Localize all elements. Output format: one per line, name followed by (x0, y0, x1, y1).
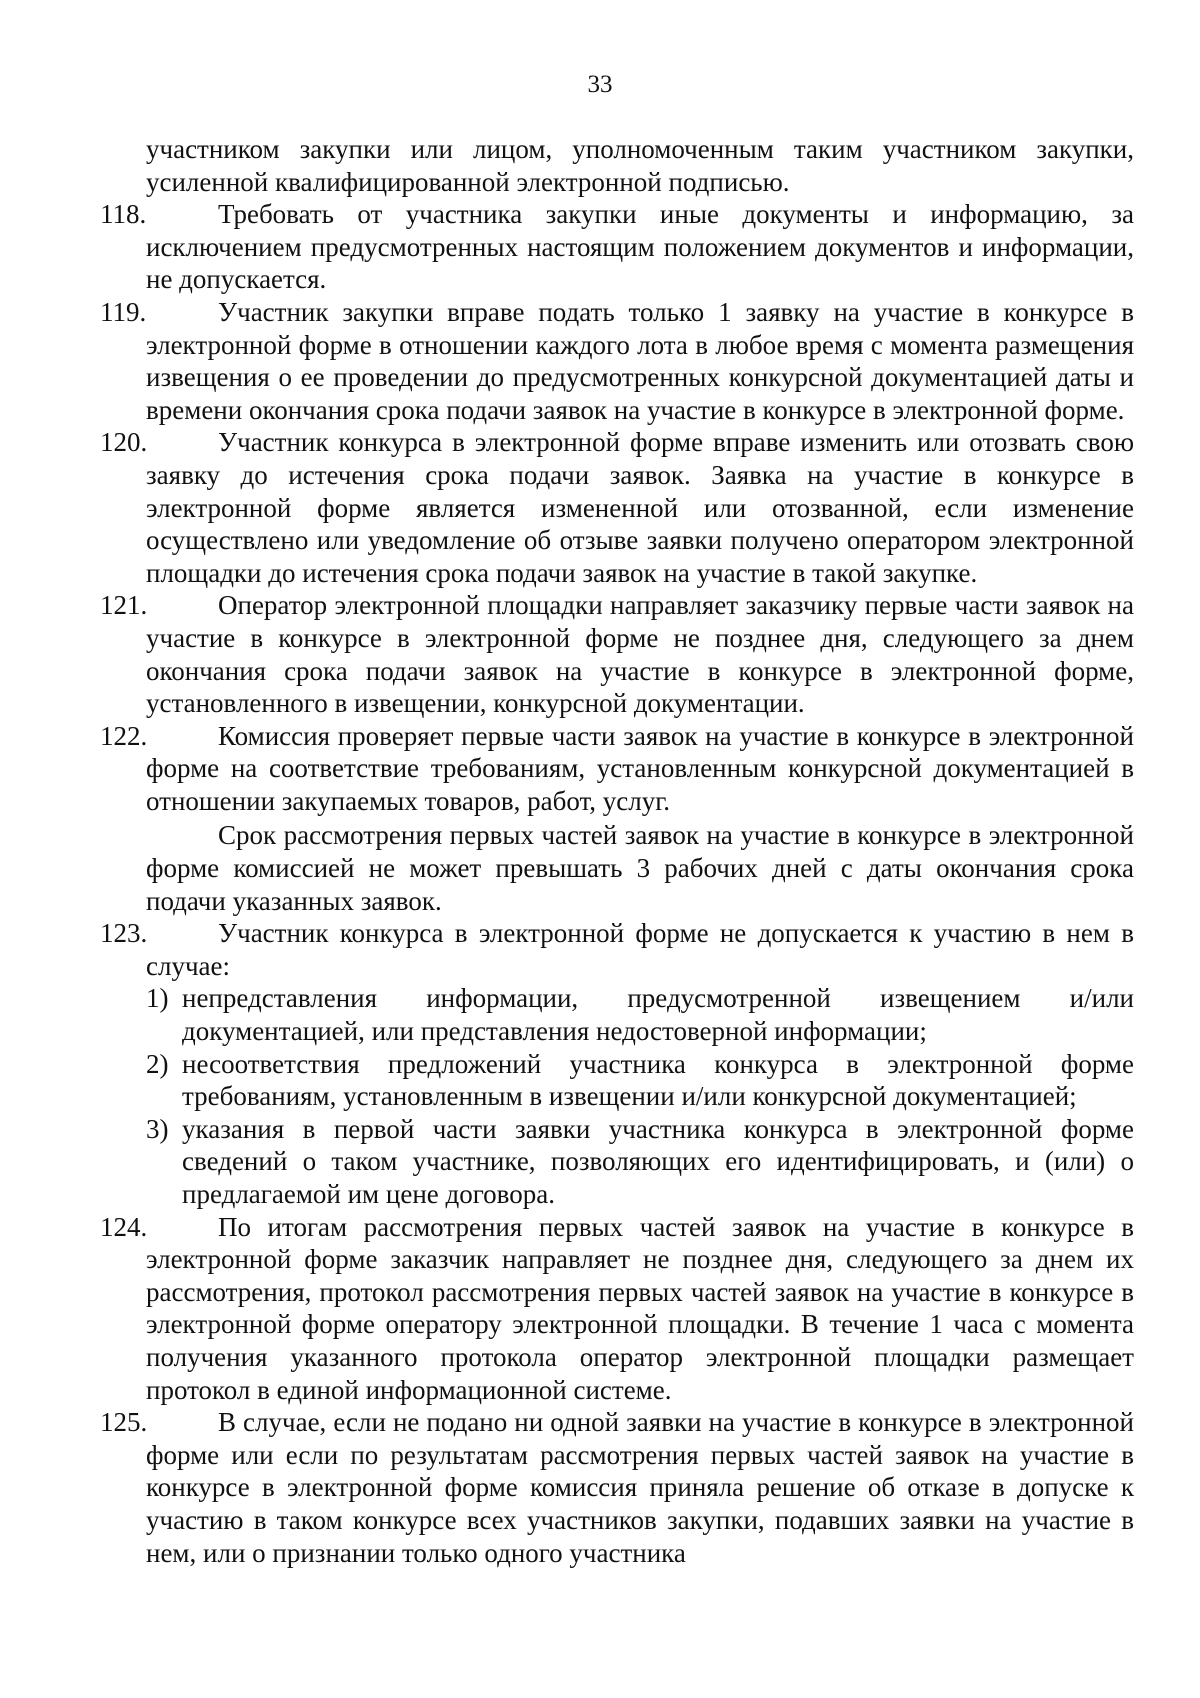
intro-continuation: участником закупки или лицом, уполномоченным таким участником закупки, усиленной квалифицированной электронной подписью. (146, 134, 1134, 197)
clause-124 (100, 1211, 1134, 1407)
subitem-text: указания в первой части заявки участника конкурса в электронной форме сведений о таком участнике, позволяющих его идентифицировать, и (или) о предлагаемой им цене договора. (182, 1113, 1134, 1209)
clause-123-subitem-1 (146, 982, 1134, 1047)
clause-text: В случае, если не подано ни одной заявки на участие в конкурсе в электронной форме или если по результатам рассмотрения первых частей заявок на участие в конкурсе в электронной форме комиссия приняла решение об отказе в допуске к участию в таком конкурсе всех участников закупки, подавших заявки на участие в нем, или о признании только одного участника (146, 1407, 1134, 1568)
clause-123 (100, 917, 1134, 982)
clause-number: 119. (100, 296, 147, 327)
clause-125 (100, 1406, 1134, 1569)
subitem-text: несоответствия предложений участника конкурса в электронной форме требованиям, установленным в извещении и/или конкурсной документацией; (182, 1048, 1134, 1112)
subitem-mark: 2) (146, 1048, 169, 1079)
clause-text: Участник закупки вправе подать только 1 заявку на участие в конкурсе в электронной форме в отношении каждого лота в любое время с момента размещения извещения о ее проведении до предусмотренных конкурсной документацией даты и времени окончания срока подачи заявок на участие в конкурсе в электронной форме. (146, 296, 1134, 425)
document-body (100, 133, 1134, 1569)
clause-number: 120. (100, 427, 148, 458)
clause-121 (100, 589, 1134, 719)
clause-123-subitem-3 (146, 1113, 1134, 1211)
clause-123-subitem-2 (146, 1048, 1134, 1113)
clause-number: 125. (100, 1407, 148, 1438)
clause-number: 121. (100, 590, 148, 621)
clause-number: 124. (100, 1211, 148, 1242)
clause-text: Комиссия проверяет первые части заявок на участие в конкурсе в электронной форме на соответствие требованиям, установленным конкурсной документацией в отношении закупаемых товаров, работ, услуг. (146, 720, 1134, 816)
clause-118 (100, 198, 1134, 296)
clause-119 (100, 296, 1134, 426)
clause-number: 118. (100, 199, 147, 230)
subitem-mark: 3) (146, 1113, 169, 1144)
clause-text: Участник конкурса в электронной форме не допускается к участию в нем в случае: (146, 918, 1134, 981)
page-number: 33 (587, 71, 613, 98)
clause-number: 122. (100, 720, 148, 751)
clause-text: По итогам рассмотрения первых частей заявок на участие в конкурсе в электронной форме заказчик направляет не позднее дня, следующего за днем их рассмотрения, протокол рассмотрения первых частей заявок на участие в конкурсе в электронной форме оператору электронной площадки. В течение 1 часа с момента получения указанного протокола оператор электронной площадки размещает протокол в единой информационной системе. (146, 1211, 1134, 1405)
clause-122 (100, 720, 1134, 818)
clause-text: Оператор электронной площадки направляет заказчику первые части заявок на участие в конкурсе в электронной форме не позднее дня, следующего за днем окончания срока подачи заявок на участие в конкурсе в электронной форме, установленного в извещении, конкурсной документации. (146, 590, 1134, 719)
subitem-mark: 1) (146, 983, 169, 1014)
clause-number: 123. (100, 918, 148, 949)
clause-text: Требовать от участника закупки иные документы и информацию, за исключением предусмотренных настоящим положением документов и информации, не допускается. (146, 199, 1134, 295)
clause-text: Участник конкурса в электронной форме вправе изменить или отозвать свою заявку до истечения срока подачи заявок. Заявка на участие в конкурсе в электронной форме является измененной или отозванной, если изменение осуществлено или уведомление об отзыве заявки получено оператором электронной площадки до истечения срока подачи заявок на участие в такой закупке. (146, 427, 1134, 588)
clause-120 (100, 426, 1134, 589)
subitem-text: непредставления информации, предусмотренной извещением и/или документацией, или представления недостоверной информации; (182, 983, 1134, 1047)
clause-122-extra: Срок рассмотрения первых частей заявок на участие в конкурсе в электронной форме комиссией не может превышать 3 рабочих дней с даты окончания срока подачи указанных заявок. (146, 820, 1134, 916)
